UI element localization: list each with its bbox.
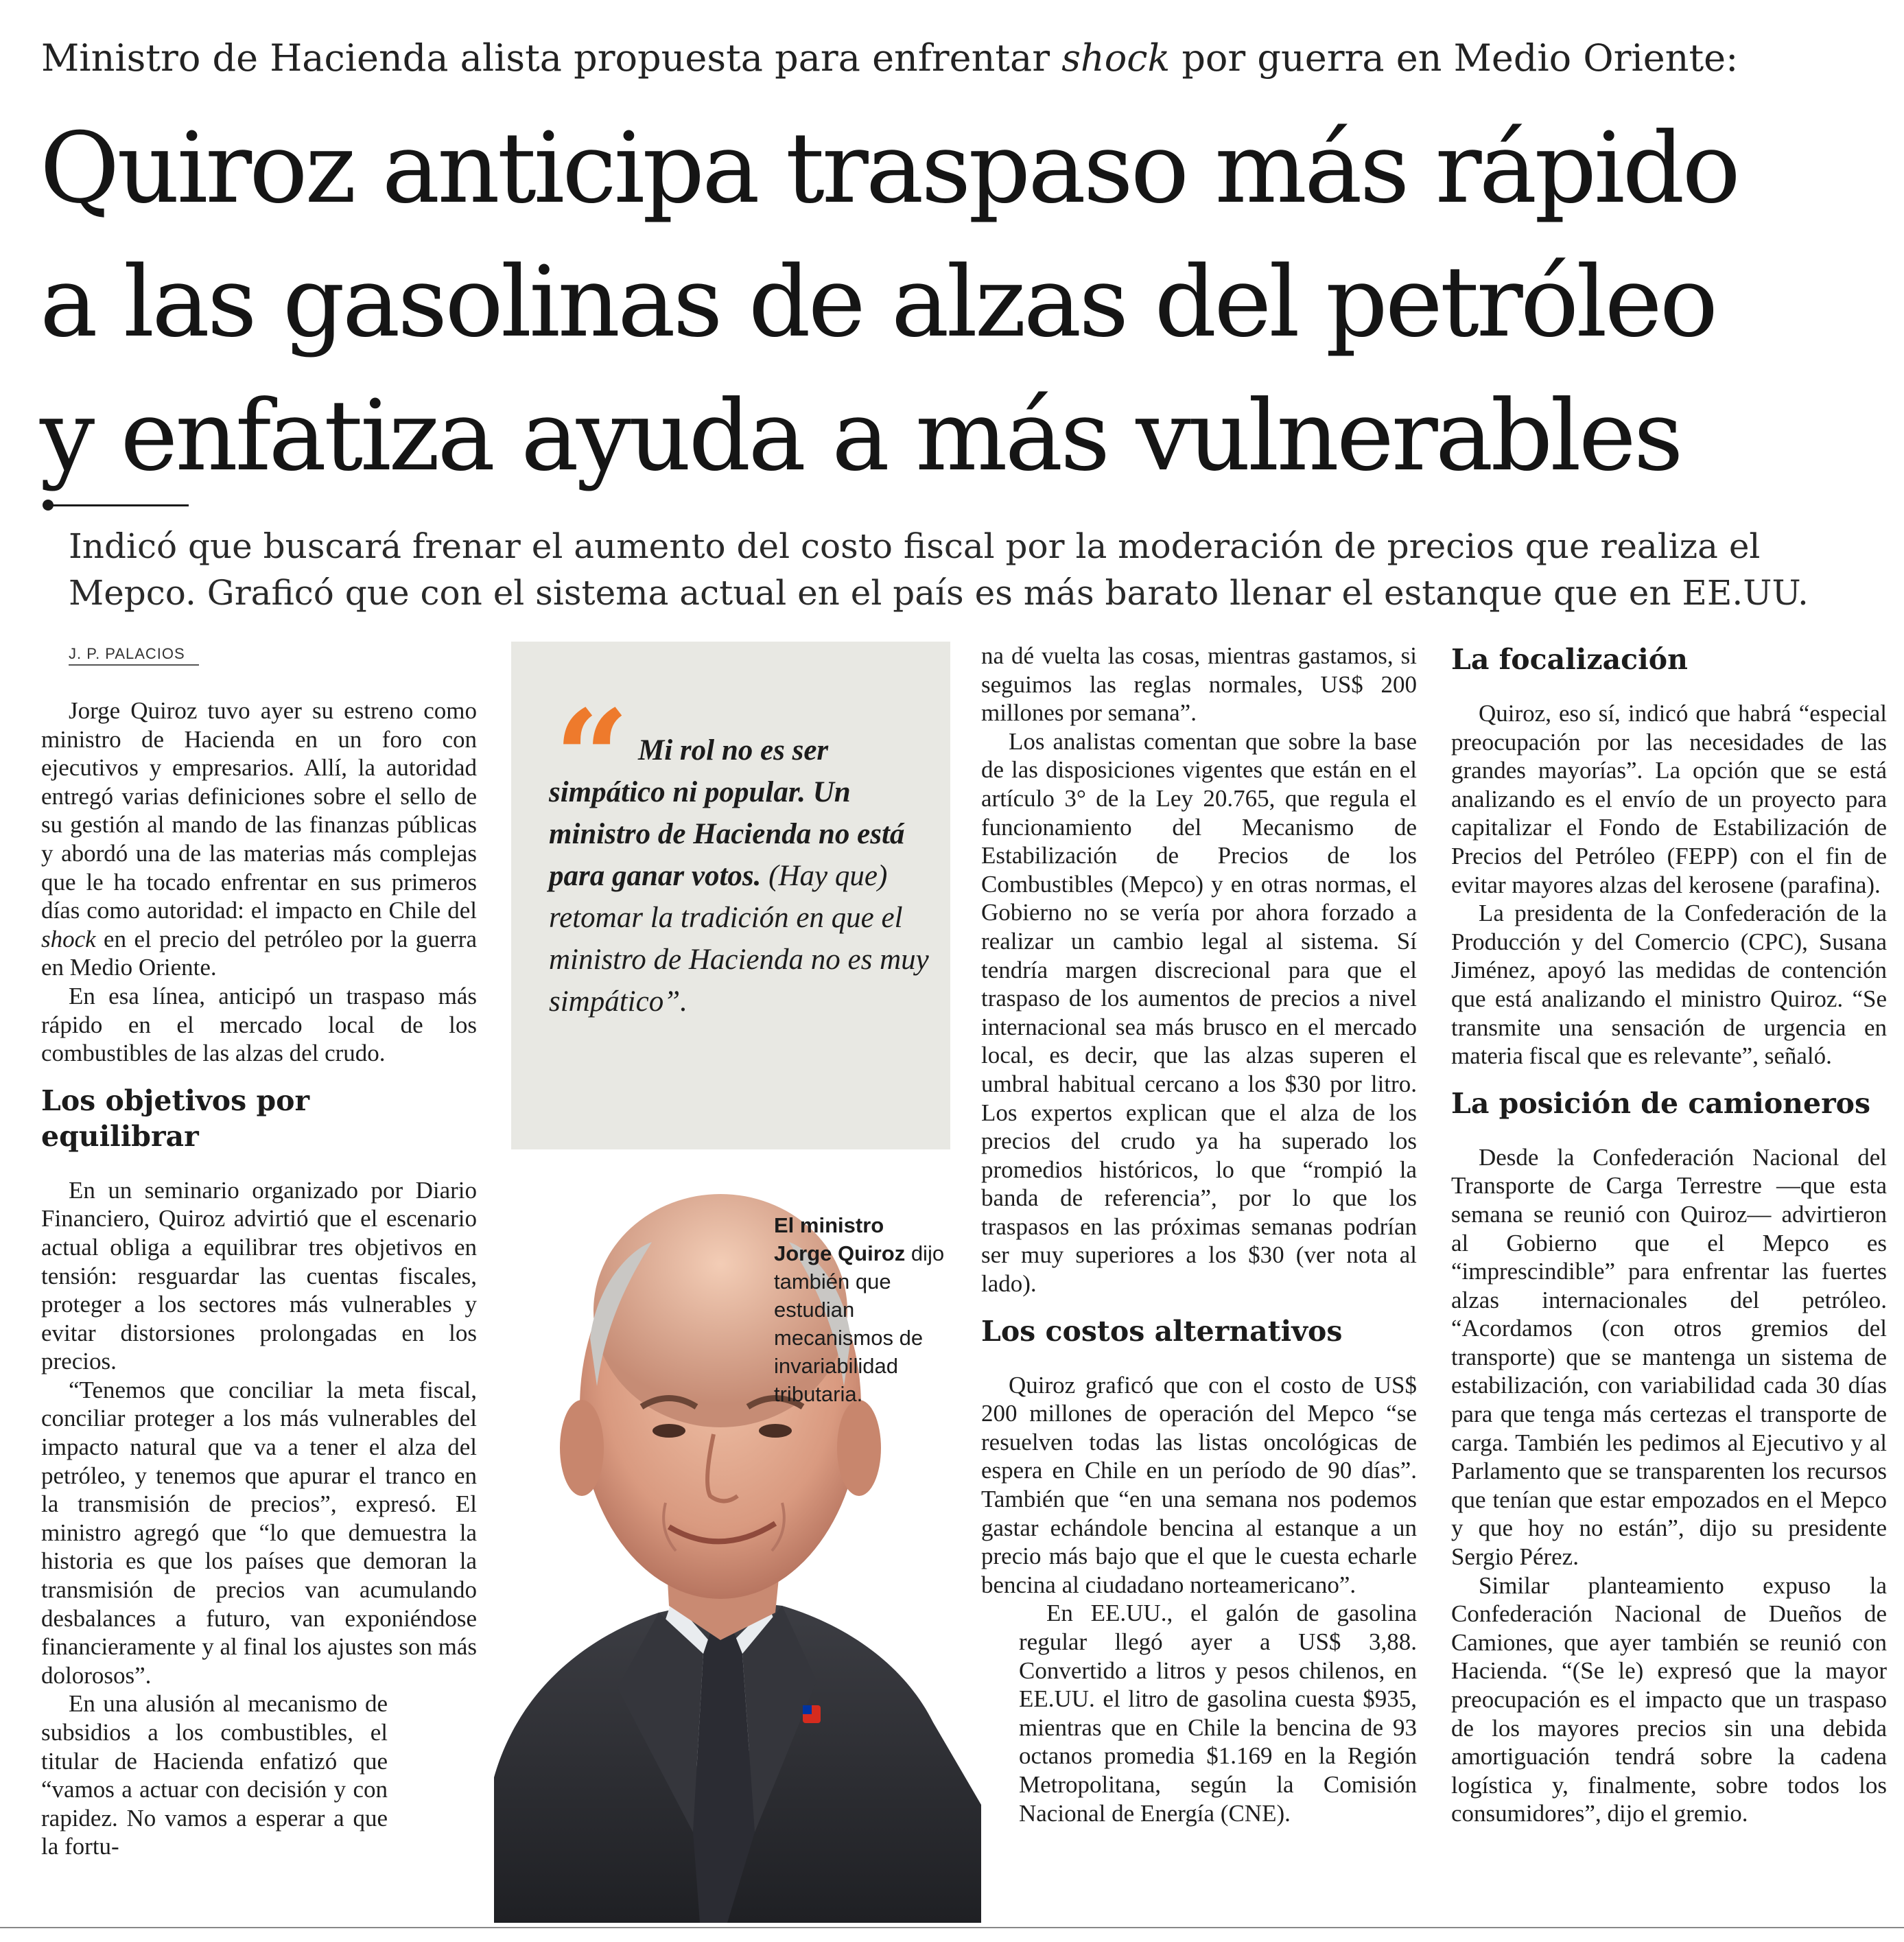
photo-caption xyxy=(774,1211,945,1408)
headline xyxy=(40,102,1879,503)
caption-rest: dijo también que estudian mecanismos de invariabilidad tributaria. xyxy=(774,1241,945,1406)
kicker xyxy=(41,34,1880,82)
paragraph-italic: shock xyxy=(41,925,96,952)
paragraph: “Tenemos que conciliar la meta fiscal, conciliar proteger a los más vulnerables del impacto natural que va a tener el alza del petróleo, y tenemos que apurar el tranco en la transmisión de precios”, expresó. El ministro agregó que “lo que demuestra la historia es que los países que demoran la transmisión de precios van acumulando desbalances a futuro, van exponiéndose financieramente y al final los ajustes son más dolorosos”. xyxy=(41,1376,477,1689)
paragraph: En un seminario organizado por Diario Financiero, Quiroz advirtió que el escenario actual obliga a equilibrar tres objetivos en tensión: resguardar las cuentas fiscales, proteger a los sectores más vulnerables y evitar distorsiones prolongadas en los precios. xyxy=(41,1176,477,1375)
column-3 xyxy=(981,642,1417,1827)
subheading: Los objetivos por equilibrar xyxy=(41,1084,310,1153)
kicker-text-end: por guerra en Medio Oriente: xyxy=(1170,36,1739,80)
subheading: Los costos alternativos xyxy=(981,1314,1343,1348)
pull-quote xyxy=(549,729,933,1022)
column-4 xyxy=(1451,642,1887,1828)
bottom-rule xyxy=(0,1927,1904,1928)
deck-line: Mepco. Graficó que con el sistema actual en el país es más barato llenar el estanque que en EE.UU. xyxy=(69,573,1809,613)
paragraph-text: en el precio del petróleo por la guerra en Medio Oriente. xyxy=(41,925,477,981)
column-1 xyxy=(41,697,477,1861)
paragraph: Los analistas comentan que sobre la base de las disposiciones vigentes que están en el artículo 3° de la Ley 20.765, que regula el funcionamiento del Mecanismo de Estabilización de Precios de los Combustibles (Mepco) y en otras normas, el Gobierno no se vería por ahora forzado a realizar un cambio legal al sistema. Sí tendría margen discrecional para que el traspaso de los aumentos de precios a nivel internacional sea más brusco en el mercado local, es decir, que las alzas superen el umbral habitual cercano a los $30 por litro. Los expertos explican que el alza de los precios del crudo ya ha superado los promedios históricos, lo que “rompió la banda de referencia”, por lo que los traspasos en las próximas semanas podrían ser muy superiores a los $30 (ver nota al lado). xyxy=(981,727,1417,1298)
deck xyxy=(69,523,1880,616)
paragraph: Desde la Confederación Nacional del Transporte de Carga Terrestre —que esta semana se reunió con Quiroz— advirtieron al Gobierno que el Mepco es “imprescindible” para enfrentar las fuertes alzas internacionales del petróleo. “Acordamos (con otros gremios del transporte) que se mantenga un sistema de estabilización, con variabilidad cada 30 días para que tenga más certezas el transporte de carga. También les pedimos al Ejecutivo y al Parlamento que se transparenten los recursos que tenían que estar empozados en el Mepco y que hoy no están”, dijo su presidente Sergio Pérez. xyxy=(1451,1143,1887,1571)
deck-line: Indicó que buscará frenar el aumento del costo fiscal por la moderación de precios que realiza el xyxy=(69,526,1761,566)
quote-mark-icon: “ xyxy=(554,681,630,834)
paragraph xyxy=(41,697,477,982)
subheading: La posición de camioneros xyxy=(1451,1086,1871,1120)
paragraph: La presidenta de la Confederación de la Producción y del Comercio (CPC), Susana Jiménez, apoyó las medidas de contención que está analizando el ministro Quiroz. “Se transmite una sensación de urgencia en materia fiscal que es relevante”, señaló. xyxy=(1451,900,1887,1070)
paragraph: En una alusión al mecanismo de subsidios a los combustibles, el titular de Hacienda enfatizó que “vamos a actuar con decisión y con rapidez. No vamos a esperar a que la fortu- xyxy=(41,1690,388,1860)
byline-rule xyxy=(69,664,199,666)
headline-line: Quiroz anticipa traspaso más rápido xyxy=(40,112,1738,225)
subheading: La focalización xyxy=(1451,643,1688,676)
paragraph: En esa línea, anticipó un traspaso más rápido en el mercado local de los combustibles de las alzas del crudo. xyxy=(41,982,477,1067)
headline-rule xyxy=(48,504,189,506)
paragraph: Quiroz, eso sí, indicó que habrá “especial preocupación por las necesidades de las grandes mayorías”. La opción que se está analizando es el envío de un proyecto para capitalizar el Fondo de Estabilización de Precios del Petróleo (FEPP) con el fin de evitar mayores alzas del kerosene (parafina). xyxy=(1451,700,1887,898)
paragraph: na dé vuelta las cosas, mientras gastamos, si seguimos las reglas normales, US$ 200 millones por semana”. xyxy=(981,642,1417,727)
pull-quote-bold: Mi rol no es ser simpático ni popular. Un ministro de Hacienda no está para ganar votos. xyxy=(549,734,905,892)
paragraph: Similar planteamiento expuso la Confederación Nacional de Dueños de Camiones, que ayer también se reunió con Hacienda. “(Se le) expresó que la mayor preocupación es el impacto que un traspaso de los mayores precios sin una debida amortiguación tendrá sobre la cadena logística y, finalmente, sobre todos los consumidores”, dijo el gremio. xyxy=(1451,1571,1887,1827)
headline-line: y enfatiza ayuda a más vulnerables xyxy=(40,379,1681,493)
paragraph: Quiroz graficó que con el costo de US$ 200 millones de operación del Mepco “se resuelven todas las listas oncológicas de espera en Chile en un período de 90 días”. También que “en una semana nos podemos gastar echándole bencina al estanque a un precio más bajo que el que le cuesta echarle bencina al ciudadano norteamericano”. xyxy=(981,1371,1417,1598)
caption-bold: El ministro Jorge Quiroz xyxy=(774,1213,906,1265)
kicker-italic: shock xyxy=(1061,36,1171,80)
paragraph: En EE.UU., el galón de gasolina regular llegó ayer a US$ 3,88. Convertido a litros y pesos chilenos, en EE.UU. el litro de gasolina cuesta $935, mientras que en Chile la bencina de 93 octanos promedia $1.169 en la Región Metropolitana, según la Comisión Nacional de Energía (CNE). xyxy=(1019,1600,1417,1827)
paragraph-text: Jorge Quiroz tuvo ayer su estreno como ministro de Hacienda en un foro con ejecutivos y empresarios. Allí, la autoridad entregó varias definiciones sobre el sello de su gestión al mando de las finanzas públicas y abordó una de las materias más complejas que le ha tocado enfrentar en sus primeros días como autoridad: el impacto en Chile del xyxy=(41,697,477,924)
pull-quote-rest: (Hay que) retomar la tradición en que el ministro de Hacienda no es muy simpático”. xyxy=(549,860,929,1018)
kicker-text: Ministro de Hacienda alista propuesta para enfrentar xyxy=(41,36,1062,80)
headline-line: a las gasolinas de alzas del petróleo xyxy=(40,246,1716,359)
byline: J. P. PALACIOS xyxy=(69,645,185,662)
